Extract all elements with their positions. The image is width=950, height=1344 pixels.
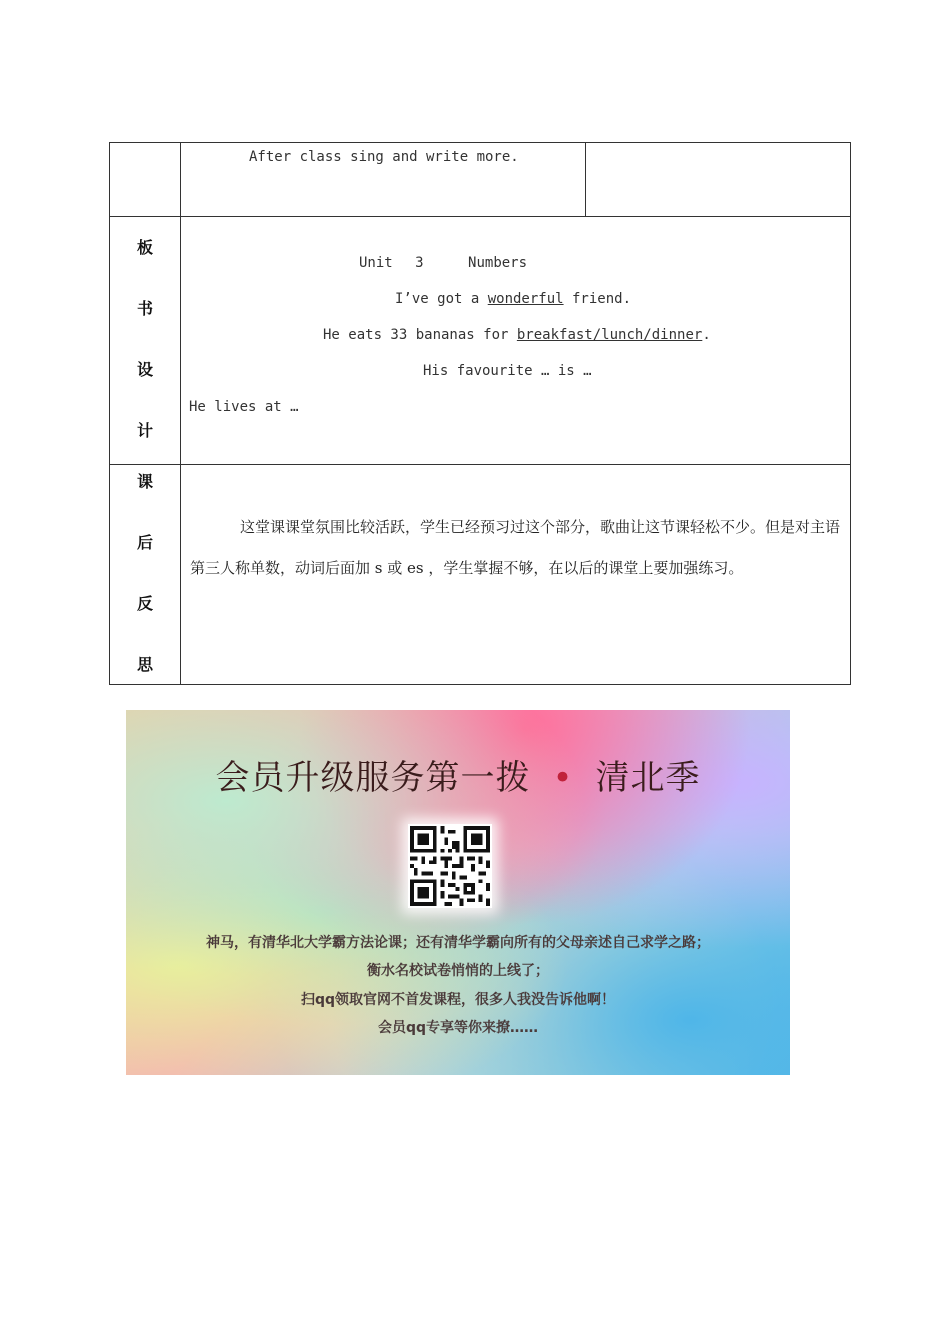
unit-word: Unit: [359, 255, 393, 271]
reflection-label-char: 后: [136, 533, 153, 552]
board-label-char: 计: [136, 421, 153, 440]
reflection-row: [110, 465, 851, 685]
promo-line: 神马，有清华北大学霸方法论课；还有清华学霸向所有的父母亲述自己求学之路；: [206, 935, 710, 951]
text: .: [702, 327, 711, 343]
board-line-favourite: His favourite … is …: [423, 363, 592, 379]
after-class-text: After class sing and write more.: [249, 149, 519, 165]
board-design-label-cell: [110, 217, 181, 465]
board-label-char: 板: [136, 238, 153, 257]
banner-title-right: 清北季: [595, 758, 701, 798]
reflection-label-char: 思: [136, 655, 153, 674]
reflection-content-cell: [181, 465, 851, 685]
banner-title-left: 会员升级服务第一拨: [215, 758, 531, 798]
text: friend.: [563, 291, 632, 307]
reflection-label-cell: [110, 465, 181, 685]
board-line-friend: [395, 291, 631, 307]
reflection-text: 这堂课课堂氛围比较活跃，学生已经预习过这个部分，歌曲让这节课轻松不少。但是对主语第三人称单数，动词后面加 s 或 es ，学生掌握不够，在以后的课堂上要加强练习。: [190, 518, 841, 577]
lesson-plan-table: [109, 142, 851, 685]
reflection-label-char: 反: [136, 594, 153, 613]
reflection-label-char: 课: [136, 472, 153, 491]
board-line-bananas: [323, 327, 711, 343]
text: I’ve got a: [395, 291, 488, 307]
after-class-cell: [181, 143, 586, 217]
board-unit-line: [359, 255, 527, 271]
promo-line: 扫qq领取官网不首发课程，很多人我没告诉他啊！: [300, 992, 616, 1008]
qr-code[interactable]: [408, 824, 492, 908]
banner-title: [126, 750, 790, 799]
banner-title-dot: •: [552, 758, 574, 798]
underlined-word: breakfast/lunch/dinner: [516, 327, 703, 343]
board-label-char: 设: [136, 360, 153, 379]
unit-title: Numbers: [468, 255, 528, 271]
board-label-char: 书: [136, 299, 153, 318]
empty-label-cell: [110, 143, 181, 217]
qr-code-icon: [410, 826, 490, 906]
board-design-content-cell: [181, 217, 851, 465]
underlined-word: wonderful: [487, 291, 564, 307]
text: He eats 33 bananas for: [323, 327, 517, 343]
board-line-lives: He lives at …: [189, 399, 299, 415]
promo-banner[interactable]: [126, 710, 790, 1075]
unit-number: 3: [415, 255, 424, 271]
empty-notes-cell: [586, 143, 851, 217]
promo-line: 会员qq专享等你来撩……: [377, 1020, 539, 1036]
board-design-row: [110, 217, 851, 465]
promo-line: 衡水名校试卷悄悄的上线了；: [367, 963, 549, 979]
after-class-row: [110, 143, 851, 217]
